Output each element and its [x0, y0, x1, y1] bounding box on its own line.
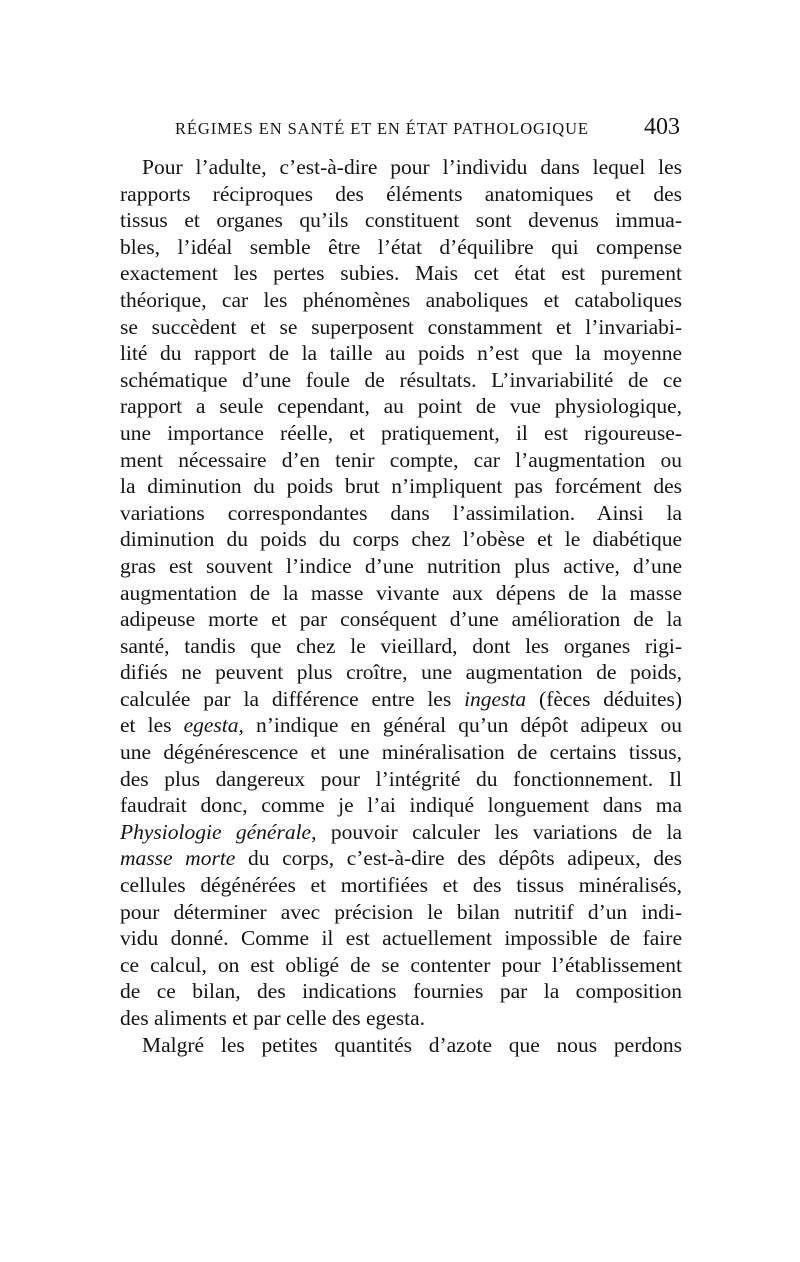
- text-line: rapports réciproques des éléments anatomiques et des: [120, 181, 682, 206]
- text-line: Pour l’adulte, c’est-à-dire pour l’individu dans lequel les: [142, 155, 682, 179]
- italic-term: ingesta: [464, 686, 527, 711]
- italic-term: masse morte: [120, 846, 236, 871]
- text-line: schématique d’une foule de résultats. L’invariabilité de ce: [120, 367, 682, 392]
- text-line: une importance réelle, et pratiquement, il est rigoureuse-: [120, 420, 682, 445]
- text-line: adipeuse morte et par conséquent d’une amélioration de la: [120, 607, 682, 632]
- text-line: ce calcul, on est obligé de se contenter pour l’établissement: [120, 952, 682, 977]
- text-line: diminution du poids du corps chez l’obèse et le diabétique: [120, 527, 682, 552]
- text-line: lité du rapport de la taille au poids n’est que la moyenne: [120, 341, 682, 366]
- text-line: faudrait donc, comme je l’ai indiqué longuement dans ma: [120, 793, 682, 818]
- text-line: santé, tandis que chez le vieillard, dont les organes rigi-: [120, 633, 682, 658]
- text-line: rapport a seule cependant, au point de vue physiologique,: [120, 394, 682, 419]
- text-line: ment nécessaire d’en tenir compte, car l’augmentation ou: [120, 447, 682, 472]
- page-number: 403: [644, 114, 680, 140]
- text-line: tissus et organes qu’ils constituent sont devenus immua-: [120, 208, 682, 233]
- text-line: pour déterminer avec précision le bilan nutritif d’un indi-: [120, 899, 682, 924]
- text-line: des plus dangereux pour l’intégrité du fonctionnement. Il: [120, 766, 682, 791]
- text-line: Physiologie générale, pouvoir calculer les variations de la: [120, 819, 682, 844]
- text-line: difiés ne peuvent plus croître, une augmentation de poids,: [120, 660, 682, 685]
- text-line: et les egesta, n’indique en général qu’un dépôt adipeux ou: [120, 713, 682, 738]
- body-text: [120, 154, 682, 1058]
- text-line: calculée par la différence entre les ingesta (fèces déduites): [120, 686, 682, 711]
- text-line: masse morte du corps, c’est-à-dire des dépôts adipeux, des: [120, 846, 682, 871]
- text-line: cellules dégénérées et mortifiées et des tissus minéralisés,: [120, 873, 682, 898]
- running-title: RÉGIMES EN SANTÉ ET EN ÉTAT PATHOLOGIQUE: [175, 119, 589, 138]
- text-line: des aliments et par celle des egesta.: [120, 1006, 426, 1030]
- text-line: la diminution du poids brut n’impliquent pas forcément des: [120, 474, 682, 499]
- text-line: augmentation de la masse vivante aux dépens de la masse: [120, 580, 682, 605]
- text-line: théorique, car les phénomènes anaboliques et cataboliques: [120, 287, 682, 312]
- running-head: [120, 114, 680, 146]
- italic-term: Physiologie générale,: [120, 819, 317, 844]
- text-line: Malgré les petites quantités d’azote que nous perdons: [142, 1032, 682, 1057]
- text-line: se succèdent et se superposent constamment et l’invariabi-: [120, 314, 682, 339]
- text-line: bles, l’idéal semble être l’état d’équilibre qui compense: [120, 234, 682, 259]
- text-line: exactement les pertes subies. Mais cet état est purement: [120, 261, 682, 286]
- text-line: gras est souvent l’indice d’une nutrition plus active, d’une: [120, 553, 682, 578]
- text-line: une dégénérescence et une minéralisation de certains tissus,: [120, 740, 682, 765]
- text-line: vidu donné. Comme il est actuellement impossible de faire: [120, 926, 682, 951]
- text-line: de ce bilan, des indications fournies par la composition: [120, 979, 682, 1004]
- italic-term: egesta,: [183, 713, 244, 738]
- text-line: variations correspondantes dans l’assimilation. Ainsi la: [120, 500, 682, 525]
